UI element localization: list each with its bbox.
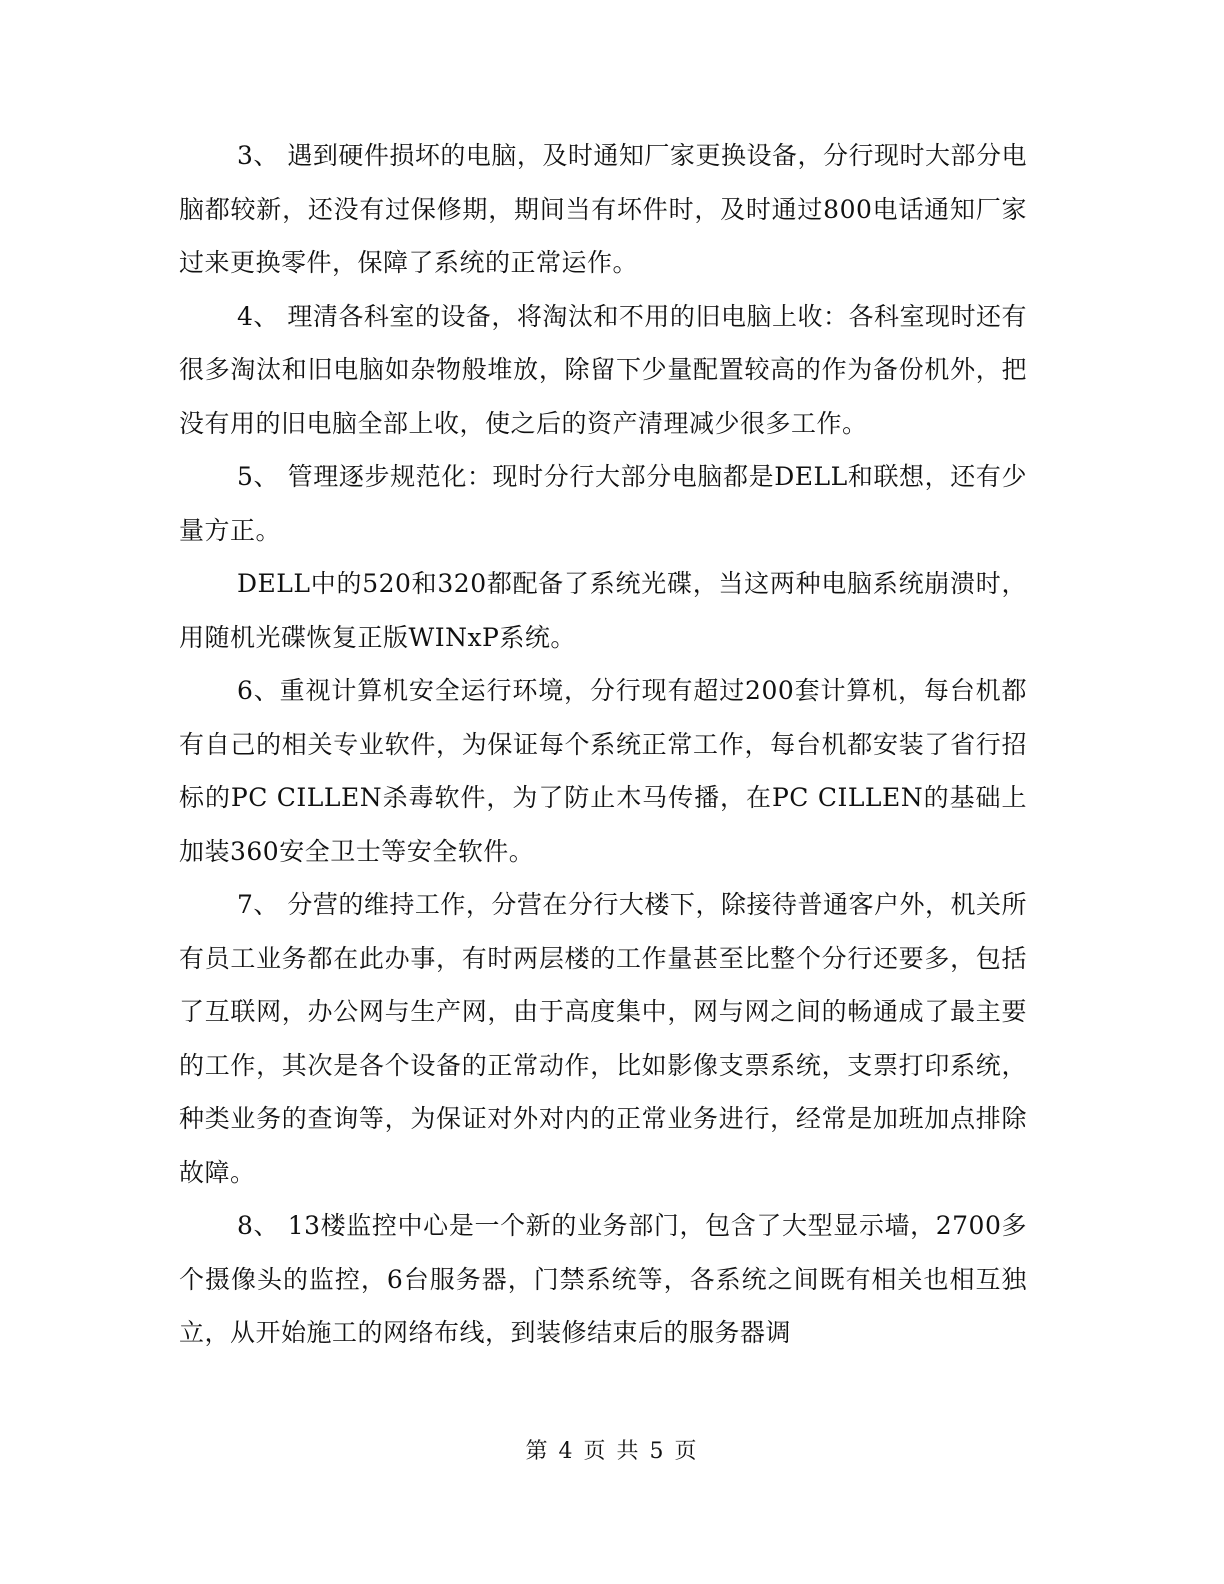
paragraph-item-6: 6、重视计算机安全运行环境，分行现有超过200套计算机，每台机都有自己的相关专业软件，为保证每个系统正常工作，每台机都安装了省行招标的PC CILLEN杀毒软件，为了防止木马传播，在PC CILLEN的基础上加装360安全卫士等安全软件。 (179, 676, 1027, 866)
paragraph-item-3: 3、 遇到硬件损坏的电脑，及时通知厂家更换设备，分行现时大部分电脑都较新，还没有过保修期，期间当有坏件时，及时通过800电话通知厂家过来更换零件，保障了系统的正常运作。 (179, 141, 1027, 277)
page-number: 第 4 页 共 5 页 (525, 1439, 699, 1464)
paragraph-dell-restore: DELL中的520和320都配备了系统光碟，当这两种电脑系统崩溃时，用随机光碟恢复正版WINxP系统。 (179, 569, 1027, 652)
paragraph-item-4: 4、 理清各科室的设备，将淘汰和不用的旧电脑上收：各科室现时还有很多淘汰和旧电脑如杂物般堆放，除留下少量配置较高的作为备份机外，把没有用的旧电脑全部上收，使之后的资产清理减少很多工作。 (179, 301, 1027, 438)
page-footer (0, 1434, 1224, 1465)
paragraph-item-7: 7、 分营的维持工作，分营在分行大楼下，除接待普通客户外，机关所有员工业务都在此办事，有时两层楼的工作量甚至比整个分行还要多，包括了互联网，办公网与生产网，由于高度集中，网与网之间的畅通成了最主要的工作，其次是各个设备的正常动作，比如影像支票系统，支票打印系统，种类业务的查询等，为保证对外对内的正常业务进行，经常是加班加点排除故障。 (179, 890, 1027, 1187)
paragraph-item-5: 5、 管理逐步规范化：现时分行大部分电脑都是DELL和联想，还有少量方正。 (179, 462, 1027, 545)
paragraph-item-8: 8、 13楼监控中心是一个新的业务部门，包含了大型显示墙，2700多个摄像头的监控，6台服务器，门禁系统等，各系统之间既有相关也相互独立，从开始施工的网络布线，到装修结束后的服务器调 (179, 1211, 1027, 1347)
document-body (179, 129, 1027, 1360)
